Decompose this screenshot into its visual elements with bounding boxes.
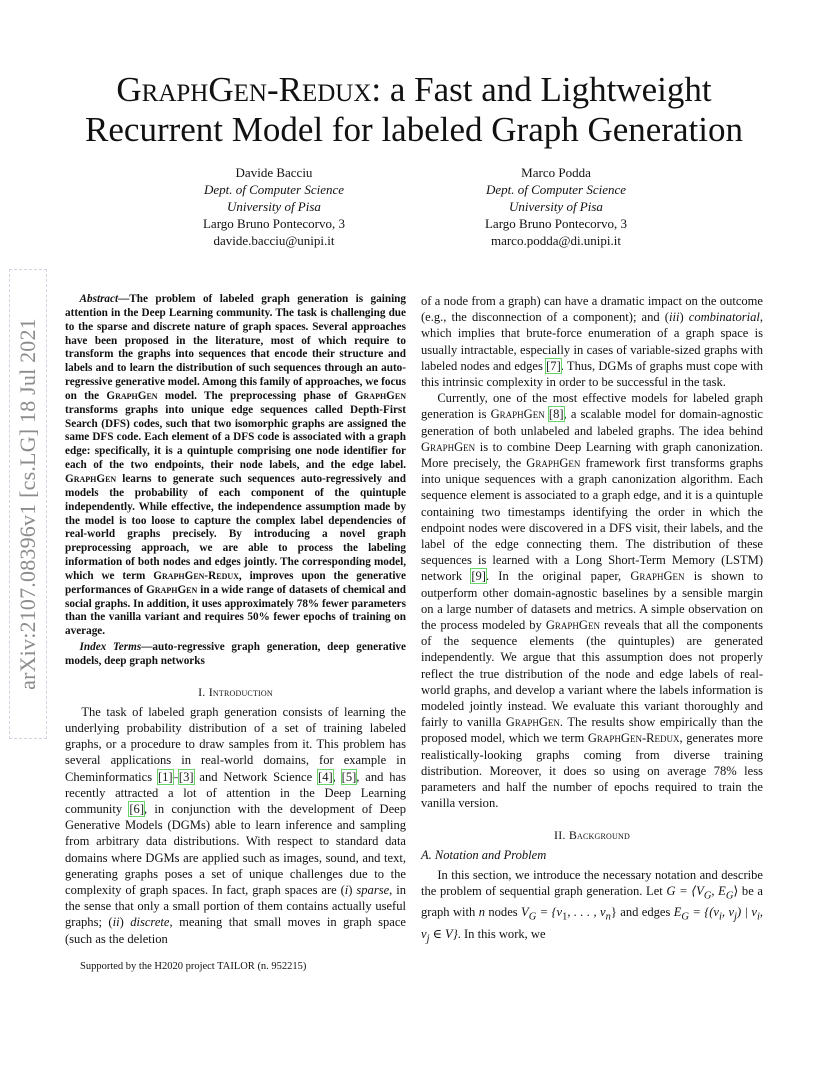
subsection-heading-notation: A. Notation and Problem [421, 847, 547, 862]
section-heading-introduction: I. Introduction [198, 684, 273, 699]
citation-link[interactable]: [7] [546, 358, 561, 373]
intro-paragraph-graphgen: Currently, one of the most effective models for labeled graph generation is GraphGen [8], a scalable model for domain-agnostic generation of both unlabeled and labeled graphs. The idea behind GraphGen is to combine Deep Learning with graph canonization. More precisely, the GraphGen framework first transforms graphs into unique sequences with a graph canonization algorithm. Each sequence element is associated to a graph edge, and it is a quintuple containing two timestamps identifying the order in which the endpoint nodes were discovered in a DFS visit, their labels, and the label of the edge connecting them. The distribution of these sequences is learned with a Long Short-Term Memory (LSTM) network [9]. In the original paper, GraphGen is shown to outperform other domain-agnostic baselines by a sensible margin on a large number of datasets and metrics. A simple observation on the process modeled by GraphGen reveals that all the components of the sequence elements (the quintuples) are generated independently. We argue that this assumption does not properly reflect the true distribution of the node and edge labels of real-world graphs, and develop a variant where the labels information is modeled jointly instead. We evaluate this variant thoroughly and fairly to vanilla GraphGen. The results show empirically than the proposed model, which we term GraphGen-Redux, generates more realistically-looking graphs coming from diverse training distribution. Moreover, it does so using on average 78% less parameters and half the number of epochs required to train the vanilla version. [421, 391, 764, 811]
model-name: GraphGen [354, 389, 406, 402]
model-name: GraphGen [146, 583, 198, 596]
citation-link[interactable]: [4] [318, 769, 333, 784]
citation-link[interactable]: [8] [548, 407, 564, 422]
author-univ: University of Pisa [509, 199, 603, 214]
left-column [65, 293, 406, 947]
title-rest: : a Fast and Lightweight Recurrent Model for labeled Graph Generation [85, 70, 743, 149]
abstract [65, 293, 406, 639]
index-terms [65, 641, 406, 669]
citation-link[interactable]: [9] [471, 569, 486, 584]
intro-paragraph: The task of labeled graph generation consists of learning the underlying probability distribution of a set of training labeled graphs, or a procedure to draw samples from it. This problem has several applications in real-world domains, for example in Cheminformatics [1]–[3] and Network Science [4], [5], and has recently attracted a lot of attention in the Deep Learning community [6], in conjunction with the development of Deep Generative Models (DGMs) able to learn inference and sampling from arbitrary data distributions. With respect to standard data domains where DGMs are applied such as images, sound, and text, generating graphs poses a set of unique challenges due to the complexity of graph spaces. In fact, graph spaces are (i) sparse, in the sense that only a small portion of them contains actually useful graphs; (ii) discrete, meaning that small moves in graph space (such as the deletion [65, 704, 407, 946]
arxiv-sidebar-stamp[interactable] [8, 268, 48, 740]
abstract-text: model. The preprocessing phase of [157, 389, 355, 402]
abstract-text: —The problem of labeled graph generation is gaining attention in the Deep Learning community. The task is challenging due to the sparse and discrete nature of graph spaces. Several approaches have been proposed in the literature, most of which require to transform the graphs into sequences that encode their structure and labels and to learn the distribution of such sequences through an auto-regressive generative model. Among this family of approaches, we focus on the [65, 293, 406, 402]
abstract-text: learns to generate such sequences auto-regressively and models the probability of each component of the quintuple independently. While effective, the independence assumption made by the model is too loose to capture the complex label dependencies of real-world graphs precisely. By introducing a novel graph preprocessing approach, we are able to process the labeling information of both nodes and edges jointly. The corresponding model, which we term [65, 472, 406, 582]
paper-title [60, 70, 768, 150]
citation-link[interactable]: [5] [341, 769, 357, 784]
intro-paragraph-continued: of a node from a graph) can have a dramatic impact on the outcome (e.g., the disconnection of a component); and (iii) combinatorial, which implies that brute-force enumeration of a graph space is usually intractable, especially in cases of variable-sized graphs with labeled nodes and edges [7]. Thus, DGMs of graphs must cope with this intrinsic complexity in order to be successful in the task. [421, 294, 763, 390]
model-name: GraphGen [65, 472, 117, 485]
footnote-funding: Supported by the H2020 project TAILOR (n. 952215) [80, 961, 307, 972]
author-name: Marco Podda [521, 165, 591, 180]
author-address: Largo Bruno Pontecorvo, 3 [484, 216, 628, 231]
right-column [421, 293, 763, 948]
title-model-name: GraphGen-Redux [116, 70, 372, 109]
model-name: GraphGen [106, 389, 158, 402]
model-name: GraphGen-Redux [153, 569, 239, 582]
citation-link[interactable]: [1] [157, 769, 173, 784]
author-name: Davide Bacciu [235, 165, 313, 180]
abstract-text: transforms graphs into unique edge sequences called Depth-First Search (DFS) codes, such that two isomorphic graphs are assigned the same DFS code. Each element of a DFS code is associated with a graph edge: specifically, it is a quintuple comprising one node identifier for each of the two endpoints, their node labels, and the edge label. [65, 403, 406, 472]
author-address: Largo Bruno Pontecorvo, 3 [202, 216, 346, 231]
author-dept: Dept. of Computer Science [485, 182, 627, 197]
citation-link[interactable]: [3] [178, 769, 194, 784]
author-block-2 [436, 164, 676, 249]
abstract-text: , improves upon the generative performances of [65, 569, 406, 596]
index-terms-text: —auto-regressive graph generation, deep generative models, deep graph networks [65, 641, 406, 667]
section-heading-background: II. Background [554, 827, 630, 842]
abstract-text: in a wide range of datasets of chemical and social graphs. In addition, it uses approximately 78% fewer parameters than the vanilla variant and requires 50% fewer epochs of training on average. [65, 583, 406, 638]
author-email: davide.bacciu@unipi.it [213, 233, 335, 248]
author-univ: University of Pisa [227, 199, 321, 214]
index-terms-lead: Index Terms [79, 641, 142, 654]
author-email: marco.podda@di.unipi.it [490, 233, 622, 248]
citation-link[interactable]: [6] [129, 802, 145, 816]
author-dept: Dept. of Computer Science [203, 182, 345, 197]
arxiv-id: arXiv:2107.08396v1 [cs.LG] 18 Jul 2021 [15, 318, 41, 690]
author-block-1 [154, 164, 394, 249]
abstract-lead: Abstract [79, 293, 119, 305]
background-paragraph: In this section, we introduce the necessary notation and describe the problem of sequential graph generation. Let $G = ⟨V_G$, $E_G⟩$ be a graph with n nodes $V_G = \{v_1$, . . . , $v_n$} and edges $E_G = \{(v_i$, $v_j$) | $v_i$, $v_j$ ∈ V}. In this work, we [421, 867, 763, 945]
